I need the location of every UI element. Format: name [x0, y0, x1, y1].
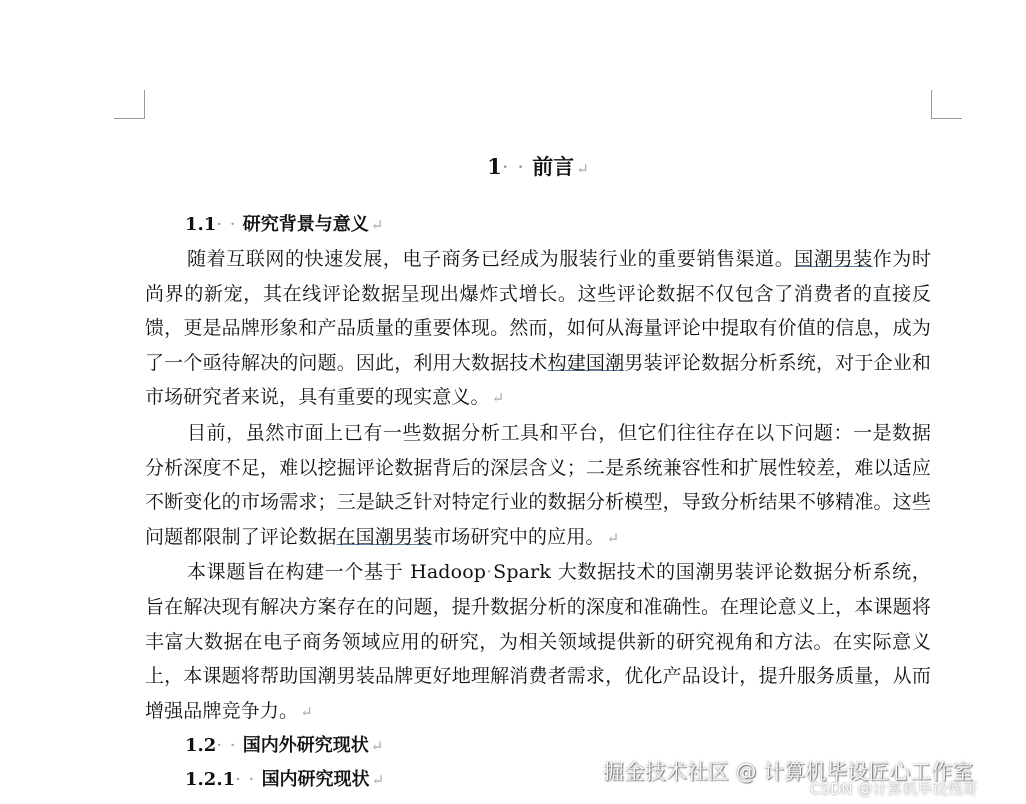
paragraph-problems — [145, 416, 931, 555]
section-title: 研究背景与意义 — [242, 214, 369, 235]
space-mark: · — [486, 561, 494, 584]
paragraph-significance — [145, 555, 931, 729]
paragraph-text: 作为时尚界的新宠，其在线评论数据呈现出爆炸式增长。这些评论数据不仅包含了消费者的直接反馈，更是品牌形象和产品质量的重要体现。然而，如何从海量评论中提取有价值的信息，成为了一个亟待解决的问题。因此，利用大数据技术 — [145, 248, 932, 374]
paragraph-text: 本课题旨在构建一个基于 Hadoop — [187, 561, 487, 584]
section-number: 1.1 — [185, 214, 217, 235]
document-body[interactable] — [145, 150, 931, 797]
paragraph-mark: ↵ — [576, 160, 589, 178]
top-right-crop-mark — [931, 90, 962, 119]
paragraph-background — [145, 242, 931, 416]
section-title: 国内研究现状 — [261, 769, 370, 791]
section-title: 国内外研究现状 — [242, 735, 369, 757]
paragraph-text: 市场研究中的应用。 — [432, 525, 605, 548]
space-marks: · · — [216, 735, 237, 757]
chapter-number: 1 — [487, 154, 502, 179]
paragraph-mark: ↵ — [300, 702, 313, 721]
paragraph-text: 男装评论数据分析系统，对于企业和市场研究者来说，具有重要的现实意义。 — [145, 351, 931, 409]
underlined-term: 国潮男装 — [794, 248, 873, 270]
chapter-title: 前言 — [532, 154, 575, 179]
section-number: 1.2 — [185, 735, 217, 757]
paragraph-mark: ↵ — [606, 528, 620, 547]
space-marks: · · — [501, 155, 525, 179]
space-marks: · · — [235, 769, 256, 791]
csdn-watermark: CSDN @计算机毕设残哥 — [810, 780, 978, 798]
underlined-term: 构建国潮 — [547, 351, 625, 374]
space-marks: · · — [216, 214, 237, 235]
chapter-heading — [145, 150, 931, 184]
paragraph-mark: ↵ — [370, 216, 384, 234]
top-left-crop-mark — [114, 90, 145, 119]
paragraph-mark: ↵ — [370, 737, 384, 756]
underlined-term: 在国潮男装 — [336, 525, 433, 548]
paragraph-text: 目前，虽然市面上已有一些数据分析工具和平台，但它们往往存在以下问题：一是数据分析深度不足，难以挖掘评论数据背后的深层含义；二是系统兼容性和扩展性较差，难以适应不断变化的市场需求；三是缺乏针对特定行业的数据分析模型，导致分析结果不够精准。这些问题都限制了评论数据 — [145, 421, 931, 548]
section-number: 1.2.1 — [185, 769, 236, 791]
paragraph-text: Spark 大数据技术的国潮男装评论数据分析系统，旨在解决现有解决方案存在的问题，提升数据分析的深度和准确性。在理论意义上，本课题将丰富大数据在电子商务领域应用的研究，为相关领域提供新的研究视角和方法。在实际意义上，本课题将帮助国潮男装品牌更好地理解消费者需求，优化产品设计，提升服务质量，从而增强品牌竞争力。 — [145, 561, 931, 722]
section-heading-1-1 — [145, 208, 931, 242]
paragraph-mark: ↵ — [491, 389, 505, 408]
watermark-text: 掘金技术社区 @ 计算机毕设匠心工作室 — [603, 760, 974, 784]
paragraph-mark: ↵ — [371, 771, 385, 790]
paragraph-text: 随着互联网的快速发展，电子商务已经成为服装行业的重要销售渠道。 — [187, 248, 795, 270]
